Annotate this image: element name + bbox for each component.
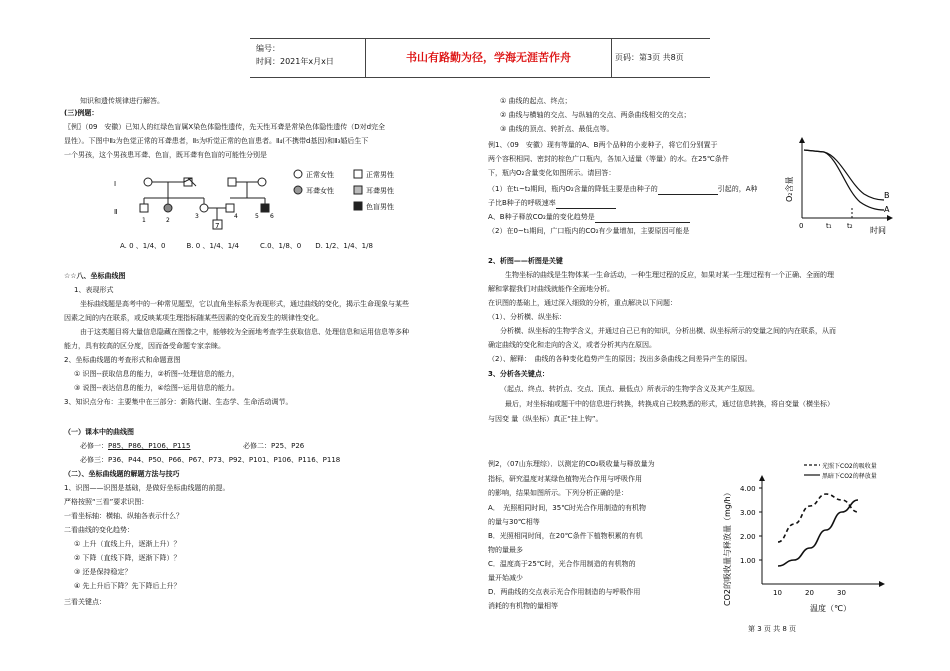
legend-label: 正常男性 xyxy=(366,171,394,179)
time-label: 时间：2021年x月x日 xyxy=(256,57,334,66)
label: 必修一： xyxy=(80,442,108,450)
text-line: 的量与30℃相等 xyxy=(488,518,540,526)
o2-series-b-line xyxy=(804,150,884,200)
section-heading: （二）、坐标曲线题的解题方法与技巧 xyxy=(64,470,180,478)
co2-y-label: CO2的吸收量与释放量（mg/h） xyxy=(723,488,732,606)
text-line: ③ 曲线的顶点、转折点、最低点等。 xyxy=(500,125,614,133)
blank-line xyxy=(556,201,616,209)
text-line: 解和掌握我们对曲线就能作全面地分析。 xyxy=(488,285,614,293)
x-tick-label: 20 xyxy=(805,589,814,597)
text-line: ① 识图--获取信息的能力，②析图--处理信息的能力， xyxy=(74,370,239,378)
y-tick-label: 4.00 xyxy=(740,485,756,493)
text-line: 物的量最多 xyxy=(488,546,523,554)
text-line: ① 上升（直线上升，逐渐上升）？ xyxy=(74,540,181,548)
text-line: 三看关键点： xyxy=(64,598,106,606)
text-line: 一看坐标轴：横轴、纵轴各表示什么？ xyxy=(64,512,183,520)
page-refs: P36、P44、P50、P66、P67、P73、P92、P101、P106、P116、P118 xyxy=(108,456,341,464)
x-tick-label: 10 xyxy=(773,589,782,597)
text-line: 最后，对坐标轴或题干中的信息进行转换，转换成自己较熟悉的形式，通过信息转换，将自变量（横坐标） xyxy=(505,400,834,408)
legend-label: 色盲男性 xyxy=(366,203,394,211)
text-line: 下，瓶内O₂含量变化如图所示。请回答： xyxy=(488,169,616,177)
pedigree-male xyxy=(140,204,148,212)
y-tick-label: 2.00 xyxy=(740,533,756,541)
section-heading: （一）课本中的曲线图 xyxy=(64,428,134,436)
o2-x-label: 时间 xyxy=(870,226,886,234)
pedigree-colorblind-male xyxy=(261,204,269,212)
text-line: 〖例〗（09 安徽）已知人的红绿色盲属X染色体隐性遗传，先天性耳聋是常染色体隐性遗传（D对d完全 xyxy=(64,123,386,131)
text-line xyxy=(488,212,690,223)
text-line: ③ 还是保持稳定？ xyxy=(74,568,132,576)
y-tick-label: 3.00 xyxy=(740,509,756,517)
label: 必修三： xyxy=(80,456,108,464)
text-line: 由于这类题目将大量信息隐藏在图像之中，能够较为全面地考查学生获取信息、处理信息和运用信息等多种 xyxy=(80,328,409,336)
text-line: 量开始减少 xyxy=(488,574,523,582)
text-line: 2、坐标曲线题的考查形式和命题意图 xyxy=(64,356,181,364)
pedigree-male xyxy=(184,178,192,186)
text-fragment: 引起的，A种 xyxy=(717,185,758,193)
text-line: 严格按照“三看”要求识图： xyxy=(64,498,149,506)
legend-label: 耳聋男性 xyxy=(366,187,394,195)
text-line: 确定曲线的变化和走向的含义，或者分析其内在原因。 xyxy=(488,341,656,349)
doc-number-label: 编号： xyxy=(256,44,280,53)
text-line xyxy=(80,455,340,466)
text-line: 例1、（09 安徽）现有等量的A、B两个品种的小麦种子，将它们分别置于 xyxy=(488,141,718,149)
blank-line xyxy=(658,187,718,195)
page-refs: P85、P86、P106、P115 xyxy=(108,442,191,450)
series-dark-co2-release-line xyxy=(778,500,858,566)
section-heading: ☆☆八、坐标曲线图 xyxy=(64,272,126,280)
text-line: 坐标曲线题是高考中的一种常见题型，它以直角坐标系为表现形式，通过曲线的变化，揭示生命现象与某些 xyxy=(80,300,409,308)
pedigree-male xyxy=(226,204,234,212)
text-line: 例2，（07山东理综）．以测定的CO₂吸收量与释放量为 xyxy=(488,460,655,468)
o2-chart xyxy=(780,134,910,234)
text-line: ④ 先上升后下降？先下降后上升？ xyxy=(74,582,181,590)
generation-label: Ⅱ xyxy=(114,208,118,216)
pedigree-number: 2 xyxy=(166,217,170,224)
o2-x-tick: t₂ xyxy=(847,222,853,230)
text-line: 与因变 量（纵坐标）真正“挂上钩”。 xyxy=(488,415,603,423)
text-line: 生物坐标的曲线是生物体某一生命活动，一种生理过程的反应，如果对某一生理过程有一个正确、全面的理 xyxy=(505,271,834,279)
legend-label: 耳聋女性 xyxy=(306,187,334,195)
text-line: 分析横、纵坐标的生物学含义，并通过自己已有的知识，分析出横、纵坐标所示的变量之间的内在联系，从而 xyxy=(500,327,836,335)
text-line: ① 曲线的起点、终点； xyxy=(500,97,572,105)
section-heading: (三)例题： xyxy=(64,109,99,117)
text-fragment: 子比B种子的呼吸速率 xyxy=(488,199,556,207)
text-line: 必修二：P25、P26 xyxy=(243,442,305,450)
text-line: ② 下降（直线下降，逐渐下降）？ xyxy=(74,554,181,562)
o2-x-tick: t₁ xyxy=(826,222,832,230)
pedigree-number: 6 xyxy=(270,213,274,220)
pedigree-number: 7 xyxy=(215,222,220,230)
text-fragment: A、B种子释放CO₂量的变化趋势是 xyxy=(488,213,595,221)
text-line: C．温度高于25℃时，光合作用制造的有机物的 xyxy=(488,560,636,568)
section-heading: 3、分析各关键点： xyxy=(488,370,549,378)
legend-label: 光照下CO2的吸收量 xyxy=(822,463,877,470)
text-line: 的影响，结果如图所示。下列分析正确的是： xyxy=(488,489,628,497)
text-line: ③ 说图--表达信息的能力，④绘图--运用信息的能力。 xyxy=(74,384,239,392)
co2-x-label: 温度（℃） xyxy=(810,604,851,613)
text-line: 两个容积相同、密封的棕色广口瓶内，各加入适量（等量）的水。在25℃条件 xyxy=(488,155,729,163)
blank-line xyxy=(595,215,690,223)
text-line: A． 光照相同时间，35℃时光合作用制造的有机物 xyxy=(488,504,647,512)
text-line: （2）、解释： 曲线的各种变化趋势产生的原因；找出多条曲线之间差异产生的原因。 xyxy=(488,355,752,363)
text-line: （起点、终点、转折点、交点、顶点、最低点）所表示的生物学含义及其产生原因。 xyxy=(500,385,759,393)
pedigree-female xyxy=(144,178,152,186)
text-line xyxy=(488,184,758,195)
text-line: 二看曲线的变化趋势： xyxy=(64,526,134,534)
text-line: 1、识图——识图是基础，是做好坐标曲线题的前提。 xyxy=(64,484,230,492)
text-fragment: （1）在t₁~t₂期间，瓶内O₂含量的降低主要是由种子的 xyxy=(488,185,658,193)
motto: 书山有路勤为径，学海无涯苦作舟 xyxy=(365,39,612,77)
pedigree-legend xyxy=(290,166,410,214)
pedigree-deaf-female xyxy=(164,204,172,212)
answer-options: A. 0 、1/4、0 B. 0 、1/4、1/4 C.0、1/8、0 D. 1/2、1/4、1/8 xyxy=(120,242,373,250)
text-line: 指标，研究温度对某绿色植物光合作用与呼吸作用 xyxy=(488,475,642,483)
co2-chart xyxy=(716,458,902,616)
header-meta xyxy=(250,39,365,77)
legend-label: 黑暗下CO2的释放量 xyxy=(822,473,877,480)
text-line: 1、表现形式 xyxy=(74,286,114,294)
o2-series-a-line xyxy=(804,150,884,210)
text-line: 在识图的基础上，通过深入细致的分析，重点解决以下问题： xyxy=(488,299,677,307)
pedigree-diagram xyxy=(110,168,300,236)
section-heading: 2、析图——析图是关键 xyxy=(488,257,563,265)
series-light-co2-uptake-line xyxy=(778,494,858,542)
text-line: 能力，具有较高的区分度，因而备受命题专家亲睐。 xyxy=(64,342,225,350)
generation-label: Ⅰ xyxy=(114,180,117,188)
o2-series-label: B xyxy=(884,191,890,200)
text-line: 3、知识点分布：主要集中在三部分：新陈代谢、生态学、生命活动调节。 xyxy=(64,398,293,406)
page-info: 页码：第3页 共8页 xyxy=(615,53,684,62)
text-line: 知识和遗传规律进行解答。 xyxy=(80,97,164,105)
text-line: （1）、分析横、纵坐标： xyxy=(488,313,566,321)
text-line: 消耗的有机物的量相等 xyxy=(488,602,558,610)
pedigree-number: 5 xyxy=(255,213,259,220)
pedigree-number: 4 xyxy=(234,213,238,220)
pedigree-female xyxy=(200,204,208,212)
legend-label: 正常女性 xyxy=(306,171,334,179)
text-line: ② 曲线与横轴的交点、与纵轴的交点、两条曲线相交的交点； xyxy=(500,111,691,119)
text-line xyxy=(488,198,616,209)
text-line: B．光照相同时间，在20℃条件下植物积累的有机 xyxy=(488,532,643,540)
text-line: （2）在0~t₁期间，广口瓶内的CO₂有少量增加，主要原因可能是 xyxy=(488,227,690,235)
x-tick-label: 30 xyxy=(837,589,846,597)
text-line xyxy=(80,441,190,452)
pedigree-number: 1 xyxy=(142,217,146,224)
text-line: D．两曲线的交点表示光合作用制造的与呼吸作用 xyxy=(488,588,641,596)
pedigree-male xyxy=(228,178,236,186)
o2-x-tick: 0 xyxy=(799,222,804,230)
text-line: 显性）。下图中Ⅱ₂为色觉正常的耳聋患者，Ⅱ₅为听觉正常的色盲患者。Ⅱ₄(不携带d基因)和Ⅱ₃婚后生下 xyxy=(64,137,369,145)
o2-series-label: A xyxy=(884,205,890,214)
pedigree-number: 3 xyxy=(195,213,199,220)
text-line: 因素之间的内在联系，或反映某项生理指标随某些因素的变化而发生的规律性变化。 xyxy=(64,314,323,322)
page-footer: 第 3 页 共 8 页 xyxy=(748,625,797,633)
pedigree-female xyxy=(258,178,266,186)
o2-y-label: O₂含量 xyxy=(785,176,794,202)
text-line: 一个男孩，这个男孩患耳聋、色盲，既耳聋有色盲的可能性分别是 xyxy=(64,151,267,159)
page-header xyxy=(250,38,710,78)
y-tick-label: 1.00 xyxy=(740,557,756,565)
